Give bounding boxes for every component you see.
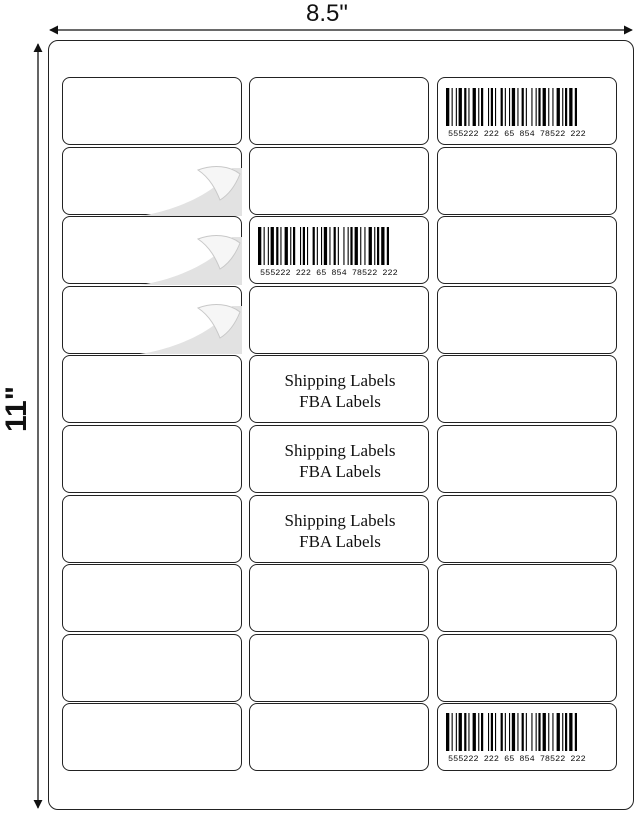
label-cell	[249, 564, 429, 632]
label-cell	[437, 425, 617, 493]
label-cell	[62, 77, 242, 145]
label-cell	[62, 355, 242, 423]
label-cell	[437, 147, 617, 215]
label-cell	[437, 564, 617, 632]
peel-curl-icon	[140, 229, 242, 285]
label-cell	[62, 634, 242, 702]
label-cell	[249, 703, 429, 771]
label-cell	[62, 703, 242, 771]
sample-line-1: Shipping Labels	[284, 511, 396, 530]
sample-line-1: Shipping Labels	[284, 441, 396, 460]
page-height-label: 11"	[0, 386, 33, 432]
label-cell	[437, 216, 617, 284]
label-cell	[249, 286, 429, 354]
sample-line-2: FBA Labels	[299, 392, 381, 411]
barcode-number: 555222 222 65 854 78522 222	[448, 754, 586, 763]
label-cell	[249, 77, 429, 145]
label-cell	[62, 425, 242, 493]
peel-curl-icon	[140, 298, 242, 354]
sample-text-1	[250, 370, 430, 412]
barcode-3	[444, 713, 614, 763]
label-cell	[437, 355, 617, 423]
sample-line-1: Shipping Labels	[284, 371, 396, 390]
label-cell	[62, 564, 242, 632]
label-cell	[437, 495, 617, 563]
sample-line-2: FBA Labels	[299, 462, 381, 481]
barcode-1	[444, 88, 614, 138]
label-cell	[249, 147, 429, 215]
barcode-2	[256, 227, 426, 277]
label-cell	[437, 634, 617, 702]
sample-line-2: FBA Labels	[299, 532, 381, 551]
page-width-label: 8.5"	[306, 0, 348, 27]
label-cell	[437, 286, 617, 354]
label-cell	[62, 495, 242, 563]
sample-text-2	[250, 440, 430, 482]
barcode-number: 555222 222 65 854 78522 222	[260, 268, 398, 277]
peel-curl-icon	[140, 160, 242, 216]
label-cell	[249, 634, 429, 702]
sample-text-3	[250, 510, 430, 552]
barcode-number: 555222 222 65 854 78522 222	[448, 129, 586, 138]
